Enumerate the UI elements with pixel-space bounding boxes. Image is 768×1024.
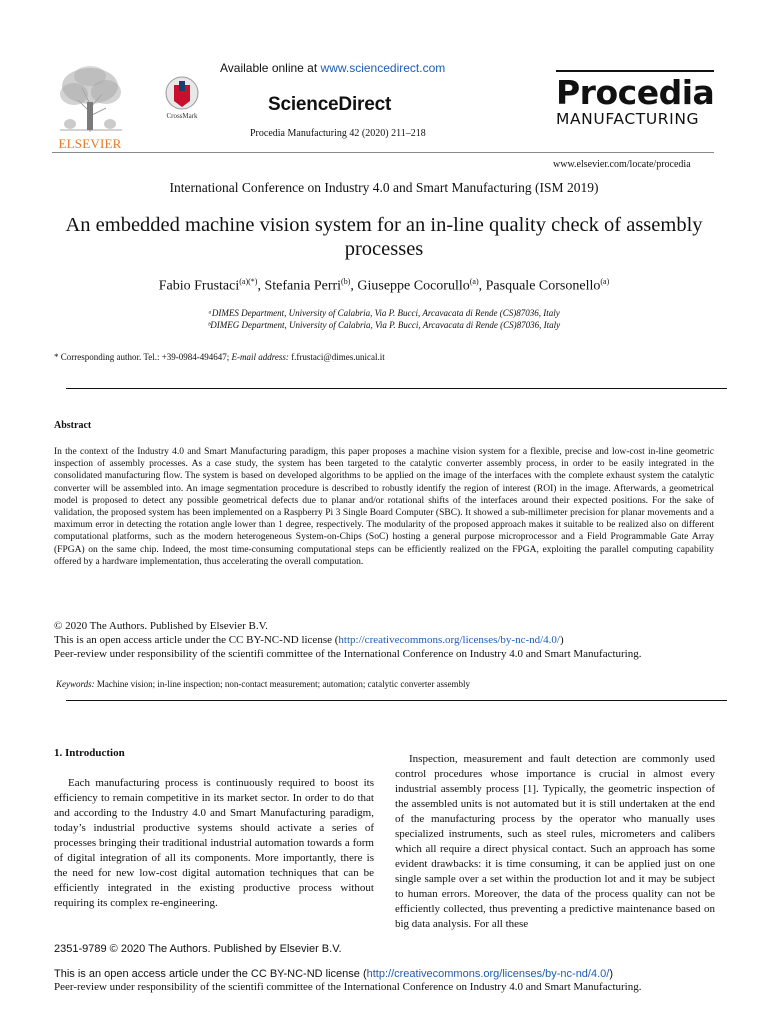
- elsevier-tree-icon: [52, 64, 128, 134]
- author-affil-sup: (b): [341, 277, 351, 286]
- abstract-body: In the context of the Industry 4.0 and Smart Manufacturing paradigm, this paper proposes a machine vision system for a flexible, precise and low-cost in-line geometric inspection of assembly processes. As a case study, the system has been targeted to the catalytic converter assembly process, in order to be easily integrated in the consolidated manufacturing flow. The system is based on developed algorithms to be applied on the image of the interfaces with the complete exhaust system the catalytic converter will be assembled into. An image segmentation procedure is described to robustly identify the region of interest (ROI) in the image. Afterwards, a geometrical model is proposed to detect any possible geometrical defects due to planar and/or rotational shifts of the interfaces around their expected positions. For the sake of validation, the proposed system has been implemented on a Raspberry Pi 3 Single Board Computer (SBC). It showed a sub-millimeter precision for planar movements and a maximum error in detecting the rotation angle lower than 1 degree, respectively. The modularity of the proposed approach makes it suitable to be realized also on different computational platforms, such as the modern heterogeneous System-on-Chips (SoC) hosting a general purpose microprocessor and a Field Programmable Gate Array (FPGA) on the same chip. Indeed, the most time-consuming computational steps can be efficiently realized on the FPGA, exploiting the parallel computing capability offered by a hardware implementation, thus accelerating the overall computation.: [54, 447, 714, 567]
- intro-right-column: Inspection, measurement and fault detection are commonly used control procedures whose importance is crucial in almost every industrial assembly process [1]. Typically, the geometric inspection of the assembled units is not automated but it is still undertaken at the end of the manufacturing process by the operator who manually uses specialized instruments, such as steel rules, micrometers and calibers which all require a direct physical contact. Such an approach has some evident drawbacks: it is time consuming, it can be applied just on one single sample over a set within the production lot and it may be subject to human errors. Moreover, the data of the process quality can not be efficiently collected, thus preventing a predictive maintenance based on big data analysis. For all these: [395, 753, 715, 930]
- elsevier-url[interactable]: www.elsevier.com/locate/procedia: [553, 159, 691, 170]
- author-name: Giuseppe Cocorullo: [357, 278, 470, 294]
- author-affil-sup: (a): [600, 277, 610, 286]
- affiliation-b: ᵇDIMEG Department, University of Calabria, Via P. Bucci, Arcavacata di Rende (CS)87036, Italy: [207, 320, 561, 330]
- author-affil-sup: (a): [469, 277, 479, 286]
- footer-license-prefix: This is an open access article under the CC BY-NC-ND license (: [54, 968, 367, 980]
- sciencedirect-title: ScienceDirect: [268, 94, 392, 115]
- keywords-list: Machine vision; in-line inspection; non-contact measurement; automation; catalytic converter assembly: [94, 679, 471, 689]
- footer-issn: 2351-9789 © 2020 The Authors. Published by Elsevier B.V.: [54, 943, 342, 955]
- rule-below-keywords: [66, 700, 727, 701]
- keywords-label: Keywords:: [56, 679, 95, 689]
- license-line: [54, 633, 722, 647]
- keywords: [56, 679, 470, 689]
- journal-reference: Procedia Manufacturing 42 (2020) 211–218: [250, 128, 426, 139]
- sciencedirect-link[interactable]: www.sciencedirect.com: [320, 61, 446, 75]
- corresponding-prefix: * Corresponding author. Tel.: +39-0984-494647;: [54, 352, 232, 362]
- header-rule: [52, 152, 714, 153]
- corresponding-author: [54, 352, 385, 362]
- procedia-subtitle: MANUFACTURING: [556, 110, 700, 128]
- available-online: [220, 61, 445, 75]
- procedia-top-bar: [556, 70, 714, 72]
- author-name: Fabio Frustaci: [158, 278, 240, 294]
- footer-license: [54, 968, 744, 981]
- author-affil-sup: (a)(*): [239, 277, 258, 286]
- procedia-name: Procedia: [556, 73, 715, 112]
- crossmark-badge[interactable]: [160, 75, 204, 123]
- copyright-line: © 2020 The Authors. Published by Elsevier B.V.: [54, 620, 268, 632]
- peer-review-line: Peer-review under responsibility of the scientifi committee of the International Conference on Industry 4.0 and Smart Manufacturing.: [54, 648, 642, 660]
- section-heading-introduction: 1. Introduction: [54, 747, 125, 759]
- available-prefix: Available online at: [220, 61, 321, 75]
- license-suffix: ): [560, 634, 564, 646]
- abstract-heading: Abstract: [54, 420, 92, 431]
- intro-left-column: Each manufacturing process is continuously required to boost its efficiency to remain competitive in its market sector. In order to do that and according to the Industry 4.0 and Smart Manufacturing paradigm, today’s industrial productive systems should activate a series of processes bringing their traditional industrial automation towards a form of digital integration of all its components. More importantly, there is the need for new low-cost digital automation techniques that can be efficiently integrated in the existing productive process without requiring its complex re-engineering.: [54, 777, 374, 909]
- author-sep: ,: [257, 278, 265, 294]
- rule-above-abstract: [66, 388, 727, 389]
- footer-license-suffix: ): [609, 968, 614, 980]
- author-name: Pasquale Corsonello: [485, 278, 601, 294]
- paper-title: An embedded machine vision system for an in-line quality check of assembly processes: [65, 214, 703, 260]
- author-sep: ,: [478, 278, 486, 294]
- affiliation-a: ᵃDIMES Department, University of Calabria, Via P. Bucci, Arcavacata di Rende (CS)87036, Italy: [208, 308, 560, 318]
- affiliations: [0, 307, 768, 331]
- author-name: Stefania Perri: [264, 278, 342, 294]
- corresponding-email[interactable]: f.frustaci@dimes.unical.it: [288, 352, 385, 362]
- conference-name: International Conference on Industry 4.0 and Smart Manufacturing (ISM 2019): [169, 180, 599, 195]
- footer-peer-review: Peer-review under responsibility of the scientifi committee of the International Conference on Industry 4.0 and Smart Manufacturing.: [54, 981, 642, 993]
- footer-license-link[interactable]: http://creativecommons.org/licenses/by-nc-nd/4.0/: [366, 968, 610, 980]
- license-link[interactable]: http://creativecommons.org/licenses/by-nc-nd/4.0/: [338, 634, 560, 646]
- author-list: [0, 277, 768, 295]
- elsevier-logo: [52, 64, 128, 156]
- email-label: E-mail address:: [231, 352, 289, 362]
- copyright-block: [54, 619, 722, 661]
- elsevier-wordmark: ELSEVIER: [58, 136, 122, 151]
- crossmark-caption: CrossMark: [166, 112, 198, 120]
- author-sep: ,: [350, 278, 358, 294]
- license-prefix: This is an open access article under the CC BY-NC-ND license (: [54, 634, 339, 646]
- crossmark-icon: [160, 75, 204, 113]
- procedia-logo: [556, 70, 714, 128]
